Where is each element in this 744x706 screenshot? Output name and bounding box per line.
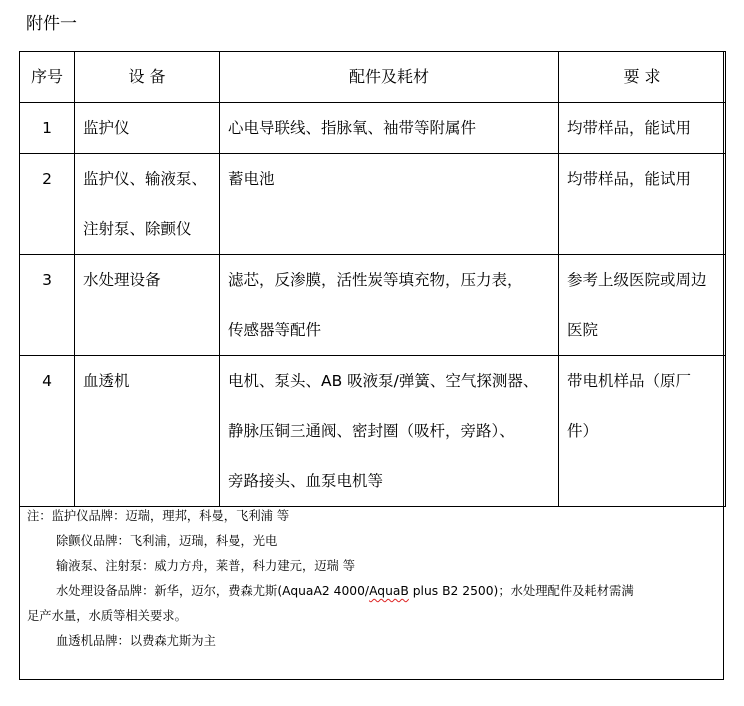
note-monitor-brands: 注：监护仪品牌：迈瑞，理邦，科曼，飞利浦 等 (27, 509, 290, 523)
row-requirement (559, 103, 726, 154)
row-parts (220, 103, 559, 154)
row-parts (220, 356, 559, 507)
cell-line: 参考上级医院或周边 (567, 271, 707, 289)
cell-line: 医院 (567, 321, 599, 339)
note-dialysis-brands: 血透机品牌：以费森尤斯为主 (56, 634, 216, 648)
attachment-sheet (19, 51, 724, 680)
row-device (75, 154, 220, 255)
equipment-table (19, 51, 726, 507)
document-title: 附件一 (26, 14, 77, 34)
cell-line: 监护仪 (83, 119, 130, 137)
cell-line: 水处理设备 (83, 271, 161, 289)
table-row (20, 356, 726, 507)
cell-line: 注射泵、除颤仪 (83, 220, 192, 238)
row-no: 2 (20, 154, 75, 255)
cell-line: 心电导联线、指脉氧、袖带等附属件 (228, 119, 477, 137)
row-requirement (559, 356, 726, 507)
row-no: 4 (20, 356, 75, 507)
note-pump-brands: 输液泵、注射泵：威力方舟，莱普，科力建元，迈瑞 等 (56, 559, 356, 573)
cell-line: 滤芯，反渗膜，活性炭等填充物，压力表， (228, 271, 523, 289)
header-no: 序号 (20, 52, 75, 103)
cell-line: 均带样品，能试用 (567, 119, 692, 137)
cell-line: 血透机 (83, 372, 130, 390)
header-device: 设 备 (75, 52, 220, 103)
cell-line: 蓄电池 (228, 170, 275, 188)
header-requirement: 要 求 (559, 52, 726, 103)
row-requirement (559, 154, 726, 255)
row-no: 1 (20, 103, 75, 154)
row-device (75, 103, 220, 154)
row-parts (220, 154, 559, 255)
cell-line: 件） (567, 422, 599, 440)
cell-line: 传感器等配件 (228, 321, 322, 339)
note-text: plus B2 2500)；水处理配件及耗材需满 (408, 584, 634, 598)
row-device (75, 356, 220, 507)
note-defibrillator-brands: 除颤仪品牌：飞利浦，迈瑞，科曼，光电 (56, 534, 278, 548)
note-water-treatment-brands (27, 579, 719, 604)
cell-line: 电机、泵头、AB 吸液泵/弹簧、空气探测器、 (228, 372, 539, 390)
table-row (20, 255, 726, 356)
note-water-requirements: 足产水量，水质等相关要求。 (27, 609, 187, 623)
row-parts (220, 255, 559, 356)
header-parts: 配件及耗材 (220, 52, 559, 103)
spellcheck-word: AquaB (369, 584, 409, 598)
table-header-row (20, 52, 726, 103)
cell-line: 均带样品，能试用 (567, 170, 692, 188)
cell-line: 旁路接头、血泵电机等 (228, 472, 384, 490)
row-requirement (559, 255, 726, 356)
row-device (75, 255, 220, 356)
note-text: 水处理设备品牌：新华，迈尔，费森尤斯(AquaA2 4000/ (56, 584, 370, 598)
table-row (20, 154, 726, 255)
cell-line: 监护仪、输液泵、 (83, 170, 208, 188)
brand-notes (27, 504, 719, 654)
table-row (20, 103, 726, 154)
cell-line: 带电机样品（原厂 (567, 372, 692, 390)
row-no: 3 (20, 255, 75, 356)
cell-line: 静脉压铜三通阀、密封圈（吸杆，旁路）、 (228, 422, 515, 440)
